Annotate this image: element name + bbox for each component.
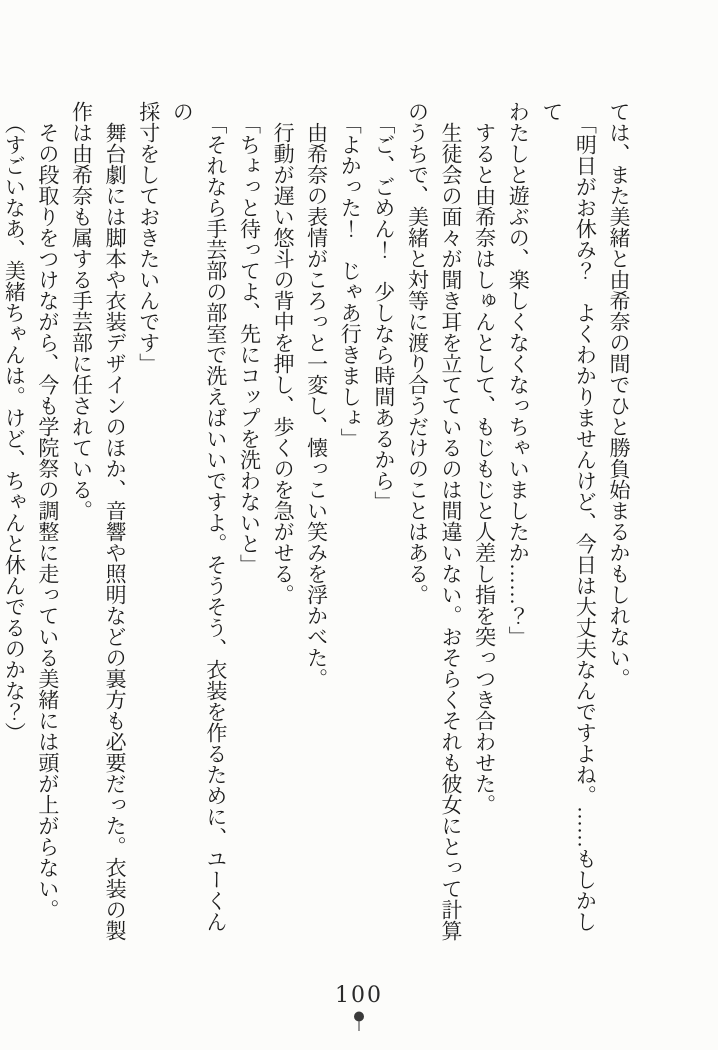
text-column: （すごいなあ、美緒ちゃんは。けど、ちゃんと休んでるのかな？） — [2, 112, 27, 743]
text-column: 「それなら手芸部の部室で洗えばいいですよ。そうそう、衣装を作るために、ユーくんの — [170, 101, 228, 932]
footer-ornament-icon — [0, 1010, 718, 1032]
text-column: 「ご、ごめん！ 少しなら時間あるから」 — [371, 112, 396, 512]
text-column: 由希奈の表情がころっと一変し、懐っこい笑みを浮かべた。 — [304, 122, 329, 689]
text-column: 採寸をしておきたいんです」 — [136, 101, 161, 374]
text-column: その段取りをつけながら、今も学院祭の調整に走っている美緒には頭が上がらない。 — [35, 122, 60, 920]
page-number: 100 — [335, 983, 383, 1008]
text-column: わたしと遊ぶの、楽しくなくなっちゃいましたか……？」 — [506, 101, 531, 647]
text-column: 舞台劇には脚本や衣装デザインのほか、音響や照明などの裏方も必要だった。衣装の製 — [103, 122, 128, 941]
page-footer — [0, 983, 718, 1032]
text-column: 「ちょっと待ってよ、先にコップを洗わないと」 — [237, 112, 262, 575]
text-column: すると由希奈はしゅんとして、もじもじと人差し指を突っつき合わせた。 — [472, 122, 497, 815]
text-column: のうちで、美緒と対等に渡り合うだけのことはある。 — [405, 101, 430, 605]
text-column: 「よかった！ じゃあ行きましょ」 — [338, 112, 363, 449]
text-column: 作は由希奈も属する手芸部に任されている。 — [69, 101, 94, 521]
text-block — [0, 101, 635, 946]
text-column: 「明日がお休み？ よくわかりませんけど、今日は大丈夫なんですよね。……もしかして — [539, 101, 598, 932]
text-column: 生徒会の面々が聞き耳を立てているのは間違いない。おそらくそれも彼女にとって計算 — [439, 122, 464, 941]
text-column: 行動が遅い悠斗の背中を押し、歩くのを急がせる。 — [271, 122, 296, 605]
text-column: ては、また美緒と由希奈の間でひと勝負始まるかもしれない。 — [607, 101, 631, 689]
